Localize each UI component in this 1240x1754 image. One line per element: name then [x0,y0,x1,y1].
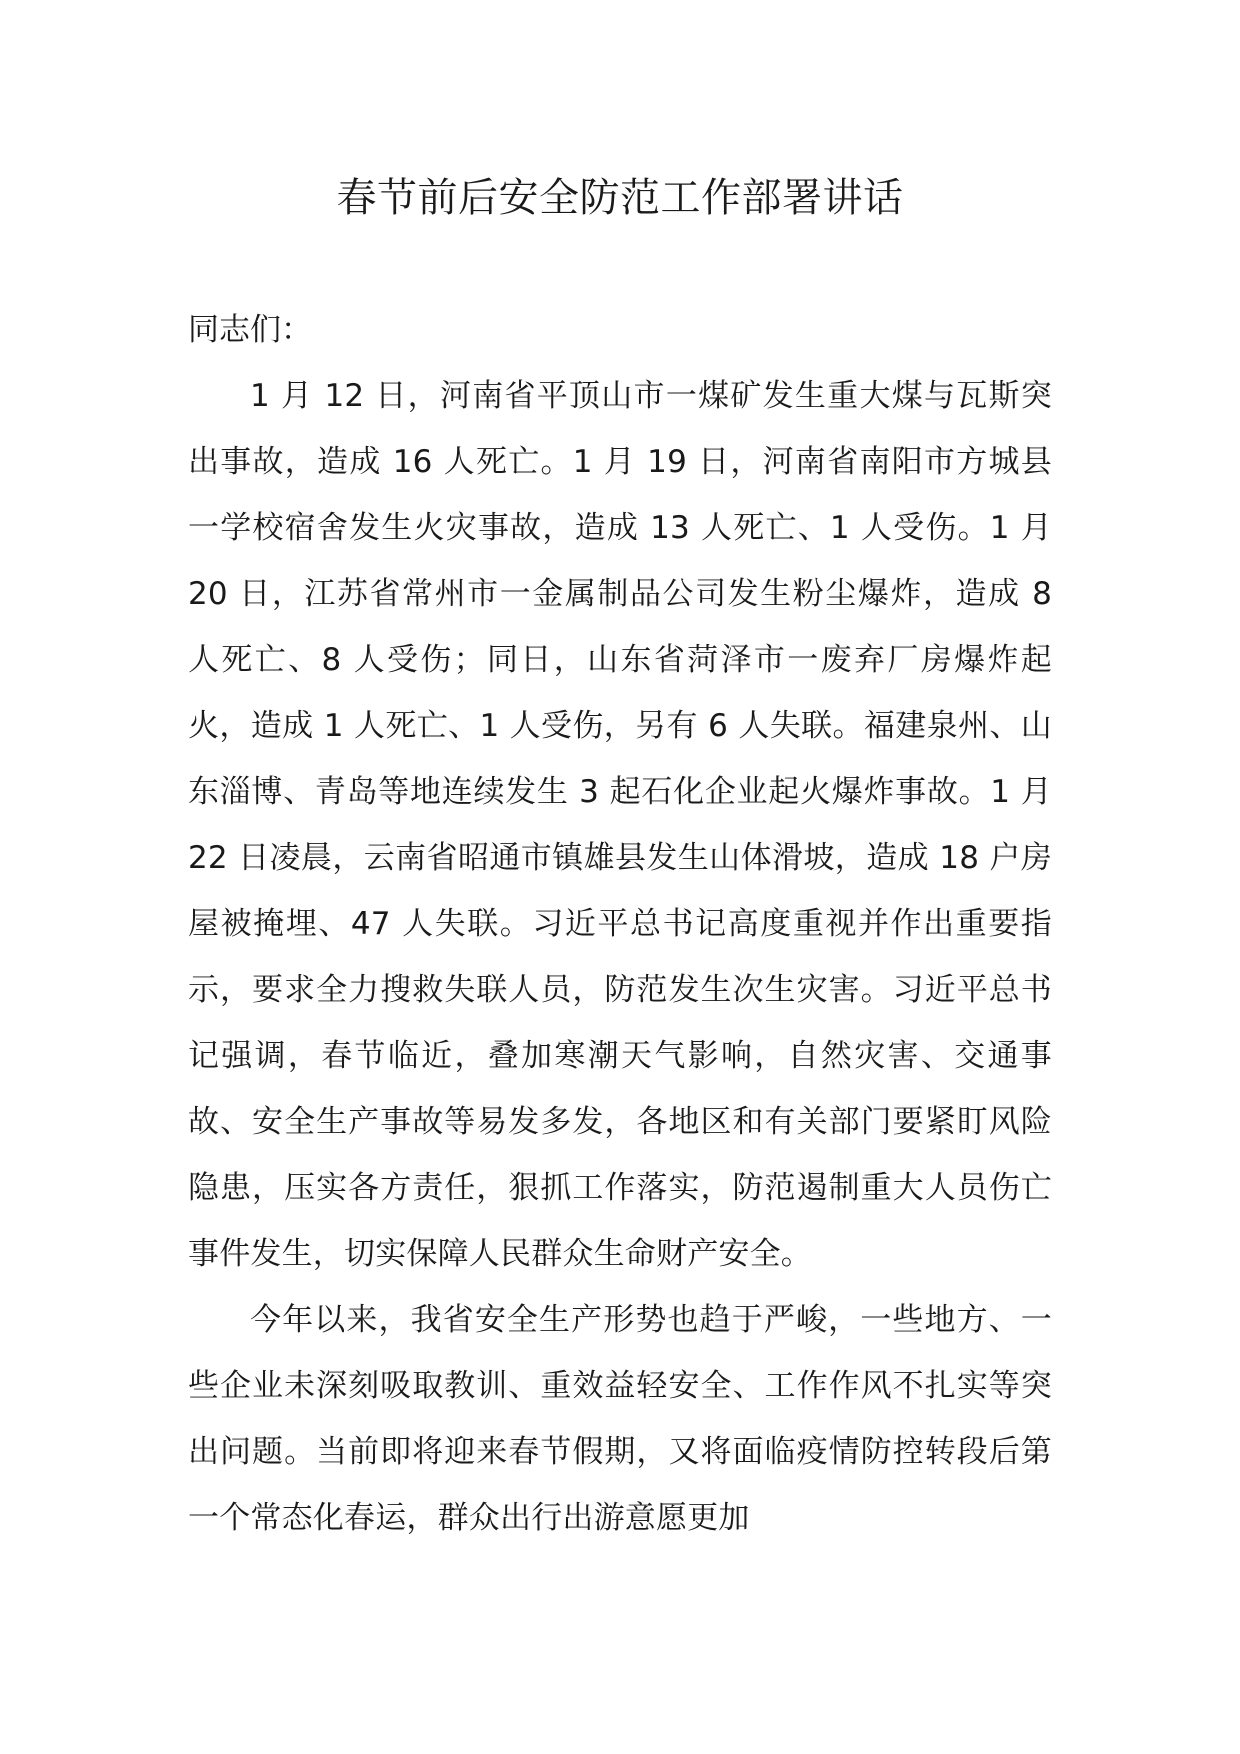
document-body [188,297,1052,1551]
document-title: 春节前后安全防范工作部署讲话 [336,175,904,221]
paragraph-2: 今年以来，我省安全生产形势也趋于严峻，一些地方、一些企业未深刻吸取教训、重效益轻安全、工作作风不扎实等突出问题。当前即将迎来春节假期，又将面临疫情防控转段后第一个常态化春运，群众出行出游意愿更加 [188,1302,1052,1536]
paragraph-1: 1 月 12 日，河南省平顶山市一煤矿发生重大煤与瓦斯突出事故，造成 16 人死亡。1 月 19 日，河南省南阳市方城县一学校宿舍发生火灾事故，造成 13 人死亡、1 人受伤。1 月 20 日，江苏省常州市一金属制品公司发生粉尘爆炸，造成 8 人死亡、8 人受伤；同日，山东省菏泽市一废弃厂房爆炸起火，造成 1 人死亡、1 人受伤，另有 6 人失联。福建泉州、山东淄博、青岛等地连续发生 3 起石化企业起火爆炸事故。1 月 22 日凌晨，云南省昭通市镇雄县发生山体滑坡，造成 18 户房屋被掩埋、47 人失联。习近平总书记高度重视并作出重要指示，要求全力搜救失联人员，防范发生次生灾害。习近平总书记强调，春节临近，叠加寒潮天气影响，自然灾害、交通事故、安全生产事故等易发多发，各地区和有关部门要紧盯风险隐患，压实各方责任，狠抓工作落实，防范遏制重大人员伤亡事件发生，切实保障人民群众生命财产安全。 [188,378,1052,1272]
salutation: 同志们： [188,312,312,348]
